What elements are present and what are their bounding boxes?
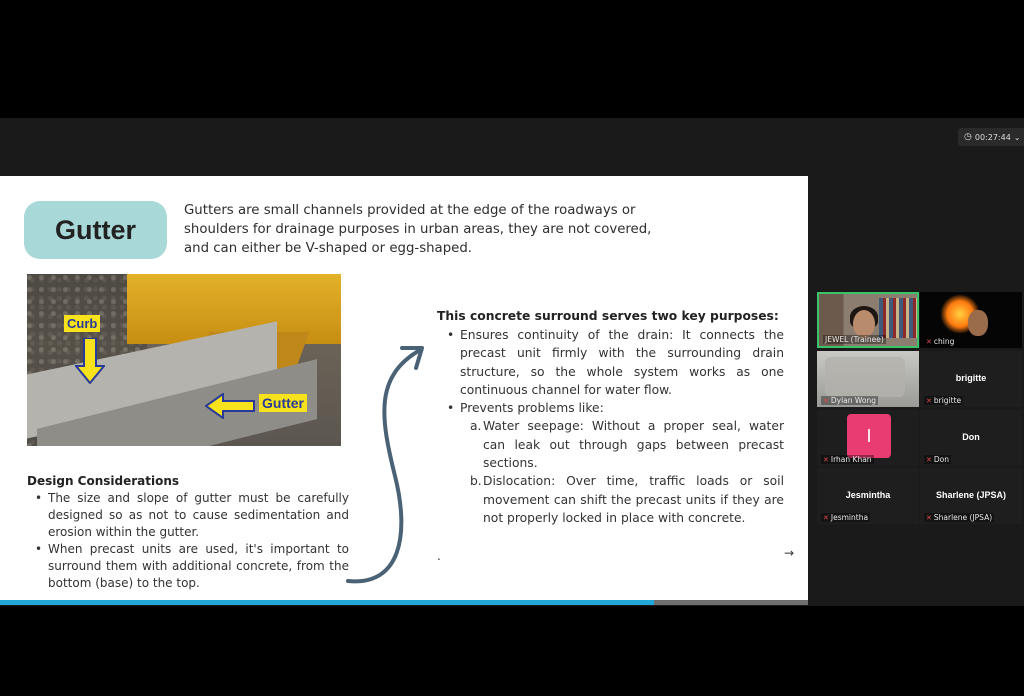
mic-muted-icon: ✕ [926, 513, 932, 522]
sub-marker: a. [470, 419, 482, 434]
participant-name [924, 337, 956, 346]
slide-progress-bar [0, 600, 808, 605]
participant-name [821, 513, 870, 522]
top-black-bar [0, 0, 1024, 118]
gutter-photo [27, 274, 341, 446]
participant-tile[interactable] [920, 410, 1022, 466]
list-item: • When precast units are used, it's important to surround them with additional concrete, from the bottom (base) to the top. [27, 541, 349, 592]
clock-icon: ◷ [964, 132, 972, 142]
participant-display-name: Jesmintha [845, 490, 891, 500]
chevron-down-icon: ⌄ [1013, 132, 1021, 142]
participant-tile[interactable] [817, 292, 919, 348]
sub-list [470, 417, 784, 527]
participant-tile[interactable] [920, 468, 1022, 524]
slide-title: Gutter [24, 201, 167, 259]
arrow-left-icon [205, 393, 255, 419]
participant-name [924, 455, 951, 464]
participant-tile[interactable] [817, 410, 919, 466]
sub-text: Water seepage: Without a proper seal, water can leak out through gaps between precast sections. [483, 419, 784, 471]
participant-name-text: Don [933, 455, 949, 464]
participant-name-text: JEWEL (Trainee) [825, 335, 884, 344]
mic-muted-icon: ✕ [823, 455, 829, 464]
participant-name-text: Irhan Khan [830, 455, 872, 464]
timer-text: 00:27:44 [974, 132, 1011, 142]
participant-name-text: ching [933, 337, 955, 346]
participant-display-name: Sharlene (JPSA) [935, 490, 1007, 500]
arrow-down-icon [75, 338, 105, 384]
participant-tile[interactable] [817, 468, 919, 524]
mic-muted-icon: ✕ [823, 396, 829, 405]
curb-label: Curb [64, 315, 100, 332]
list-item [437, 399, 784, 527]
bookshelf [879, 298, 917, 338]
mic-muted-icon: ✕ [926, 455, 932, 464]
sub-list-item [470, 472, 784, 527]
list-item: • The size and slope of gutter must be carefully designed so as not to cause sedimentation and erosion within the gutter. [27, 490, 349, 541]
blurred-video [825, 357, 905, 397]
slide-progress-fill [0, 600, 654, 605]
participant-face [853, 310, 875, 338]
purposes-heading: This concrete surround serves two key purposes: [437, 309, 779, 323]
avatar: I [847, 414, 891, 458]
participant-name [821, 396, 878, 405]
participant-face [968, 310, 988, 336]
participant-name-text: Jesmintha [830, 513, 869, 522]
stray-dot: . [437, 549, 441, 563]
mic-muted-icon: ✕ [823, 513, 829, 522]
curved-arrow-icon [340, 336, 440, 596]
sub-text: Dislocation: Over time, traffic loads or soil movement can shift the precast units if they are not properly locked in place with concrete. [483, 474, 784, 525]
participant-name-text: brigitte [933, 396, 962, 405]
shared-slide [0, 176, 808, 604]
design-heading: Design Considerations [27, 474, 180, 488]
mic-muted-icon: ✕ [926, 337, 932, 346]
participant-tile[interactable] [817, 351, 919, 407]
sub-marker: b. [470, 474, 482, 489]
design-list [27, 490, 349, 592]
participant-display-name: brigitte [955, 373, 987, 383]
sub-list-item [470, 417, 784, 472]
participant-name [821, 455, 874, 464]
mic-muted-icon: ✕ [926, 396, 932, 405]
participant-display-name: Don [962, 432, 980, 442]
list-item: • Ensures continuity of the drain: It connects the precast unit firmly with the surrounding drain structure, so the whole system works as one continuous channel for water flow. [437, 326, 784, 399]
list-item-text: Prevents problems like: [460, 401, 604, 416]
bottom-black-bar [0, 606, 1024, 696]
participant-name [924, 396, 963, 405]
participant-name [924, 513, 994, 522]
gutter-label: Gutter [259, 394, 307, 412]
participant-tile[interactable] [920, 351, 1022, 407]
meeting-timer[interactable] [958, 128, 1024, 146]
purposes-list [437, 326, 784, 527]
next-slide-icon[interactable]: → [784, 546, 795, 560]
participant-name [823, 335, 886, 344]
participant-tile[interactable] [920, 292, 1022, 348]
slide-intro: Gutters are small channels provided at the edge of the roadways or shoulders for drainage purposes in urban areas, they are not covered, and can either be V-shaped or egg-shaped. [184, 203, 652, 256]
participant-name-text: Sharlene (JPSA) [933, 513, 993, 522]
participant-name-text: Dylan Wong [830, 396, 876, 405]
